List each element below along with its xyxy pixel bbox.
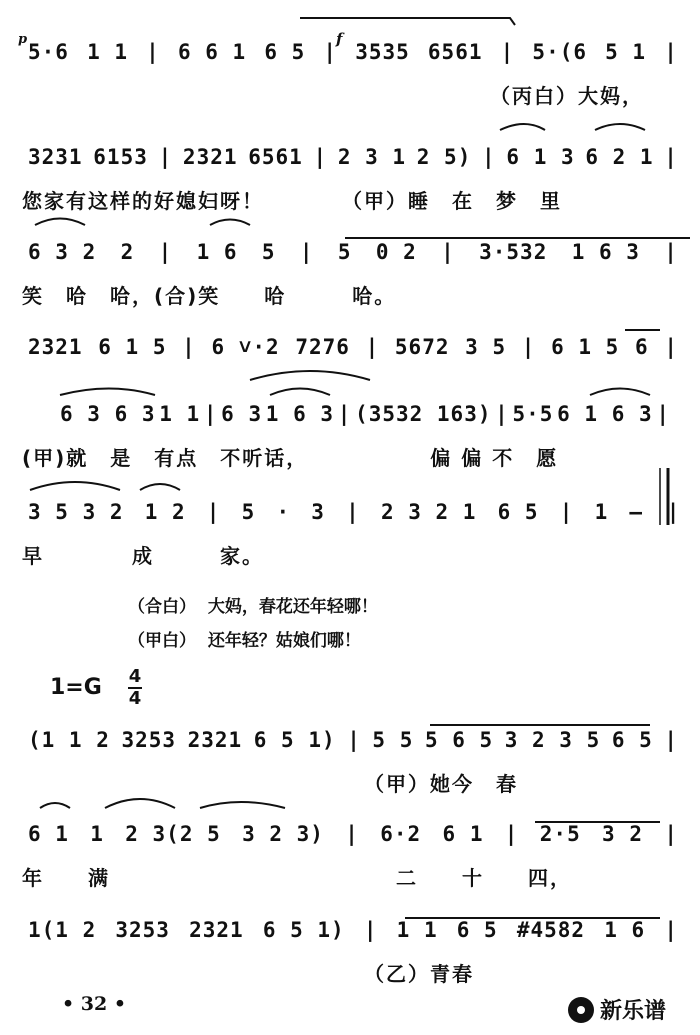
barline: |: [504, 822, 519, 846]
note-group: 6 5: [611, 728, 653, 752]
note-group: 6 6 1: [177, 40, 247, 64]
lyric-line: （丙白）大妈，: [490, 84, 644, 108]
dialogue-text: 大妈，春花还年轻哪！: [207, 597, 378, 617]
note-group: 6 1 6 3: [557, 402, 653, 426]
note-group: 0 2: [375, 240, 417, 264]
barline: |: [347, 728, 361, 752]
slur-mark: [590, 389, 650, 396]
slur-mark: [40, 803, 70, 808]
note-group: 1 6: [196, 240, 238, 264]
note-group: 6 5: [456, 918, 498, 942]
dialogue-text: 还年轻？姑娘们哪！: [207, 631, 361, 651]
lyric-line: 笑 哈 哈，(合)笑 哈 哈。: [22, 284, 397, 308]
barline: |: [363, 918, 378, 942]
slur-mark: [500, 124, 545, 130]
barline: |: [345, 822, 359, 846]
lyric-line: （乙）青春: [22, 962, 474, 986]
time-signature-bottom: 4: [128, 688, 142, 709]
note-group: 5672: [394, 335, 450, 359]
barline: |: [664, 918, 678, 942]
note-group: 6·2: [380, 822, 422, 846]
final-barline: ‖: [664, 500, 678, 524]
note-group: 6 3 6 3: [60, 402, 156, 426]
slur-mark: [140, 484, 180, 490]
dialogue-role: （合白）: [128, 597, 196, 617]
note-group: ·: [276, 500, 291, 524]
note-group: 6 5 1): [262, 918, 345, 942]
note-group: 3 5: [465, 335, 507, 359]
note-group: 1 1: [159, 402, 201, 426]
note-group: 6 3 2: [28, 240, 97, 264]
note-group: 5: [241, 500, 256, 524]
note-group: 2·5: [539, 822, 581, 846]
note-group: 2321: [28, 335, 83, 359]
bracket-mark: [300, 18, 515, 25]
note-group: 3253: [121, 728, 177, 752]
barline: |: [656, 402, 670, 426]
note-group: 6 3: [221, 402, 263, 426]
barline: |: [664, 40, 678, 64]
site-logo: [568, 994, 666, 1025]
barline: |: [146, 40, 160, 64]
note-group: 1(1 2: [28, 918, 97, 942]
barline: |: [365, 335, 380, 359]
page-number: • 32 •: [62, 993, 126, 1015]
slur-mark: [105, 799, 175, 808]
barline: |: [182, 335, 196, 359]
barline: |: [559, 500, 574, 524]
barline: |: [203, 402, 218, 426]
note-group: 5·5: [512, 402, 554, 426]
note-group: 6 1 5: [551, 335, 620, 359]
slur-mark: [250, 371, 370, 380]
note-group: 2321: [189, 918, 244, 942]
note-group: 7276: [295, 335, 350, 359]
barline: |: [664, 335, 678, 359]
dynamic-mark-f: f: [336, 30, 343, 48]
barline: |: [346, 500, 360, 524]
note-group: 6 5 1): [253, 728, 336, 752]
barline: |: [495, 402, 509, 426]
barline: |: [482, 145, 496, 169]
note-group: 1 6 3: [571, 240, 640, 264]
barline: |: [500, 40, 515, 64]
vinyl-record-icon: [568, 997, 594, 1023]
time-signature-top: 4: [128, 666, 142, 687]
note-group: 6 1 3: [506, 145, 575, 169]
note-group: #4582: [516, 918, 586, 942]
note-group: 6 1: [442, 822, 484, 846]
lyric-line: 您家有这样的好媳妇呀！ （甲）睡 在 梦 里: [22, 189, 562, 213]
note-group: 3253: [115, 918, 170, 942]
note-group: 1 1: [396, 918, 438, 942]
note-group: 3: [311, 500, 325, 524]
note-group: 3 2 3): [242, 822, 324, 846]
dialogue-role: （甲白）: [128, 631, 196, 651]
note-group: (1 1 2: [28, 728, 110, 752]
note-group: 3535: [355, 40, 410, 64]
note-group: 1 1: [87, 40, 129, 64]
slur-mark: [595, 124, 645, 130]
note-group: 6 ˅·2: [211, 335, 280, 359]
barline: |: [664, 822, 678, 846]
slur-mark: [60, 389, 155, 396]
note-group: 6 1: [28, 822, 69, 846]
note-group: 1: [90, 822, 104, 846]
slur-mark: [270, 389, 330, 396]
note-group: 6153: [93, 145, 148, 169]
barline: |: [664, 728, 678, 752]
barline: |: [664, 240, 678, 264]
slur-mark: [30, 482, 120, 490]
note-group: 5 1: [605, 40, 647, 64]
note-group: 1 2: [144, 500, 186, 524]
note-group: 2 3(2 5: [125, 822, 221, 846]
slur-mark: [200, 802, 285, 808]
note-group: 5: [261, 240, 276, 264]
barline: |: [441, 240, 455, 264]
note-group: 3 2: [602, 822, 643, 846]
note-group: 1 6: [604, 918, 646, 942]
note-group: 6561: [427, 40, 483, 64]
note-group: 3 2 3 5: [504, 728, 601, 752]
barline: |: [323, 40, 338, 64]
note-group: 5·6: [28, 40, 69, 64]
dynamic-mark-p: p: [18, 32, 28, 47]
note-group: 3 5 3 2: [28, 500, 124, 524]
lyric-line: 早 成 家。: [22, 544, 264, 568]
note-group: (3532 163): [355, 402, 492, 426]
barline: |: [299, 240, 314, 264]
note-group: 2321: [187, 728, 243, 752]
slur-mark: [210, 220, 250, 226]
barline: |: [313, 145, 328, 169]
slur-mark: [35, 219, 85, 226]
lyric-line: （甲）她今 春: [22, 772, 518, 796]
key-signature: 1=G: [50, 675, 102, 700]
note-group: 5·(6: [532, 40, 587, 64]
barline: |: [521, 335, 536, 359]
barline: |: [664, 145, 678, 169]
note-group: 6: [634, 335, 649, 359]
note-group: 5 6 5: [424, 728, 494, 752]
note-group: 5: [337, 240, 352, 264]
note-group: 6 2 1: [585, 145, 654, 169]
note-group: 1: [594, 500, 609, 524]
note-group: 2321: [182, 145, 238, 169]
barline: |: [337, 402, 352, 426]
logo-text: 新乐谱: [600, 999, 667, 1024]
lyric-line: (甲)就 是 有点 不听话， 偏 偏 不 愿: [22, 446, 559, 470]
note-group: 6 5: [264, 40, 306, 64]
note-group: 2: [120, 240, 135, 264]
note-group: 1 6 3: [265, 402, 335, 426]
note-group: 2 3 1: [337, 145, 407, 169]
barline: |: [206, 500, 221, 524]
note-group: 6 5: [497, 500, 539, 524]
note-group: 6 1 5: [98, 335, 167, 359]
note-group: 5 5: [372, 728, 414, 752]
note-group: 2 5): [416, 145, 472, 169]
note-group: 3231: [28, 145, 83, 169]
rest-dash: —: [629, 500, 644, 524]
barline: |: [158, 240, 173, 264]
note-group: 3·532: [479, 240, 548, 264]
note-group: 6561: [248, 145, 303, 169]
note-group: 2 3 2 1: [380, 500, 477, 524]
barline: |: [158, 145, 173, 169]
lyric-line: 年 满 二 十 四，: [22, 866, 572, 890]
